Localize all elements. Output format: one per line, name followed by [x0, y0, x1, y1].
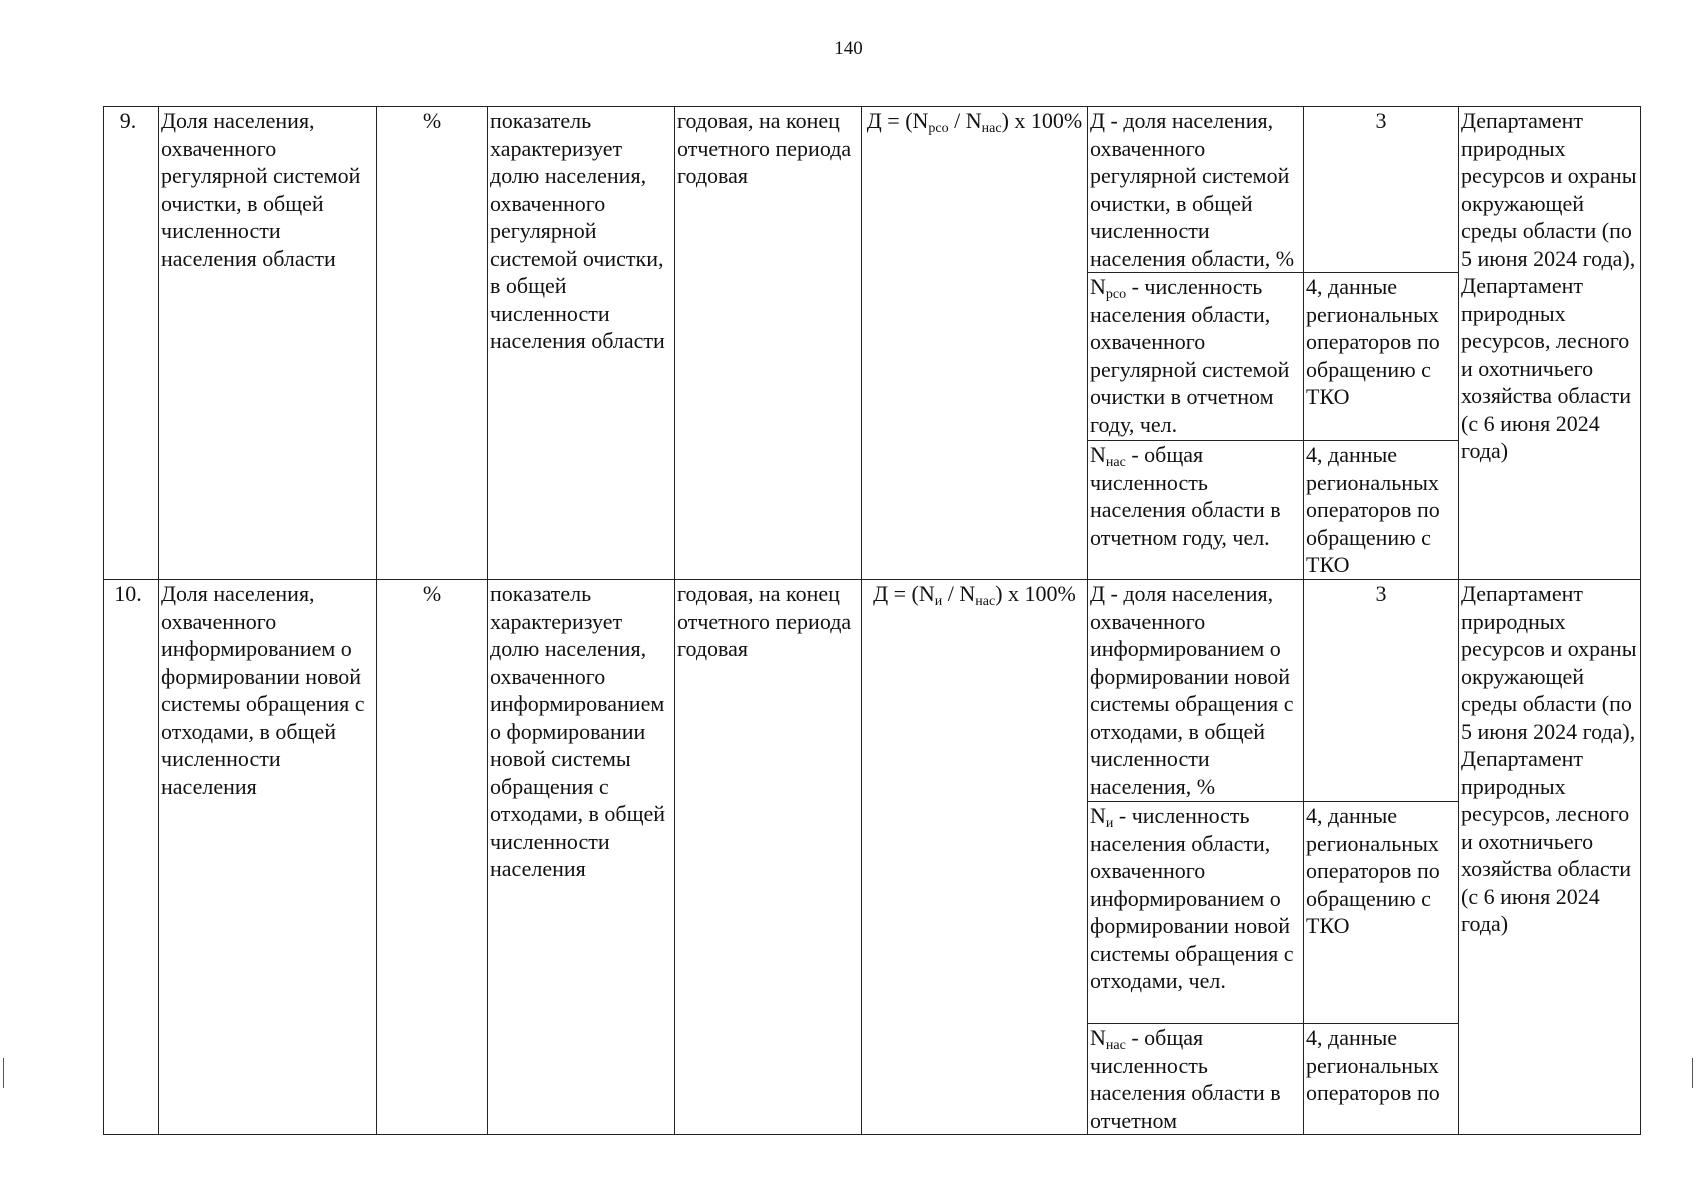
variable-definition: Д - доля населения, охваченного информированием о формировании новой системы обращения с отходами, в общей численности населения, %	[1088, 580, 1304, 802]
table-row	[104, 580, 1641, 802]
responsible-body: Департамент природных ресурсов и охраны окружающей среды области (по 5 июня 2024 года), Департамент природных ресурсов, лесного и охотничьего хозяйства области (с 6 июня 2024 года)	[1459, 107, 1641, 580]
row-number: 9.	[104, 107, 159, 580]
indicator-name: Доля населения, охваченного регулярной системой очистки, в общей численности населения области	[159, 107, 377, 580]
page-number: 140	[834, 38, 863, 59]
data-source: 4, данные региональных операторов по	[1304, 1024, 1459, 1135]
variable-definition: $N_{рсо}$ - численность населения области, охваченного регулярной системой очистки в отчетном году, чел.	[1088, 273, 1304, 441]
data-source: 4, данные региональных операторов по обращению с ТКО	[1304, 441, 1459, 580]
responsible-body: Департамент природных ресурсов и охраны окружающей среды области (по 5 июня 2024 года), Департамент природных ресурсов, лесного и охотничьего хозяйства области (с 6 июня 2024 года)	[1459, 580, 1641, 1135]
variable-definition: Д - доля населения, охваченного регулярной системой очистки, в общей численности населения области, %	[1088, 107, 1304, 273]
scan-mark-right	[1692, 1058, 1693, 1088]
indicator-name: Доля населения, охваченного информированием о формировании новой системы обращения с отходами, в общей численности населения	[159, 580, 377, 1135]
unit: %	[377, 580, 488, 1135]
data-source: 3	[1304, 107, 1459, 273]
data-source: 3	[1304, 580, 1459, 802]
formula: $Д = (N_{рсо} / N_{нас})$ х 100%	[862, 107, 1088, 580]
formula: $Д = (N_и / N_{нас})$ х 100%	[862, 580, 1088, 1135]
unit: %	[377, 107, 488, 580]
variable-definition: $N_{нас}$ - общая численность населения области в отчетном	[1088, 1024, 1304, 1135]
data-source: 4, данные региональных операторов по обращению с ТКО	[1304, 802, 1459, 1024]
variable-definition: $N_и$ - численность населения области, охваченного информированием о формировании новой системы обращения с отходами, чел.	[1088, 802, 1304, 1024]
periodicity: годовая, на конец отчетного периода годовая	[675, 107, 862, 580]
data-source: 4, данные региональных операторов по обращению с ТКО	[1304, 273, 1459, 441]
row-number: 10.	[104, 580, 159, 1135]
periodicity: годовая, на конец отчетного периода годовая	[675, 580, 862, 1135]
indicator-description: показатель характеризует долю населения, охваченного регулярной системой очистки, в общей численности населения области	[488, 107, 675, 580]
scan-mark-left	[3, 1058, 4, 1088]
indicator-table	[103, 106, 1641, 1135]
variable-definition: $N_{нас}$ - общая численность населения области в отчетном году, чел.	[1088, 441, 1304, 580]
table-row	[104, 107, 1641, 273]
indicator-description: показатель характеризует долю населения, охваченного информированием о формировании новой системы обращения с отходами, в общей численности населения	[488, 580, 675, 1135]
